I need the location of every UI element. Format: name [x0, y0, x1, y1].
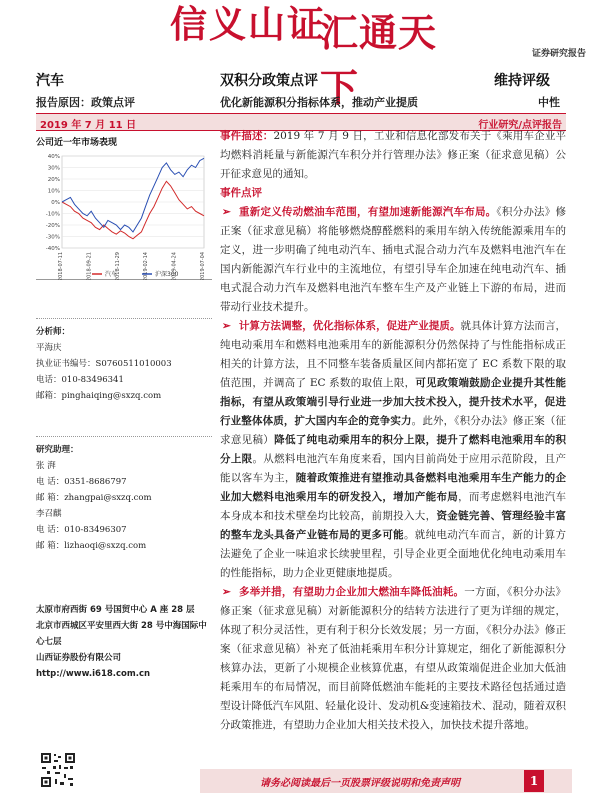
y-tick-label: -10% [45, 211, 60, 218]
series-line [62, 158, 204, 232]
point-2-text: 就具体计算方法而言，纯电动乘用车和燃料电池乘用车的新能源积分仍然保持了与性能指标成正相关的计算方法，且不同整车装备质量区间内都拓宽了 EC 系数下限的取值范围，并调高了 EC 系数的取值上限， [220, 320, 567, 389]
sidebar [36, 132, 212, 280]
point-2-bold: 资金链完善、管理经验丰富的整车龙头具备产业链布局的更多可能 [220, 510, 567, 541]
industry: 汽车 [36, 73, 64, 89]
point-2-text: 。就纯电动汽车而言，新的计算方法避免了企业一味追求长续驶里程，引导企业更全面地优化纯电动乘用车的性能指标，助力企业更健康地提质。 [220, 529, 566, 579]
point-2-bold: 降低了纯电动乘用车的积分上限，提升了燃料电池乘用车的积分上限 [220, 434, 567, 465]
point-3-head: 多举并措，有望助力企业加大燃油车降低油耗。 [238, 586, 465, 598]
analyst-cert: 执业证书编号：S0760511010003 [36, 359, 172, 369]
report-date: 2019 年 7 月 11 日 [40, 120, 137, 131]
y-tick-label: 30% [47, 165, 60, 172]
contact1-name: 张 湃 [36, 461, 56, 471]
main-content [220, 127, 566, 735]
point-1-text: 《积分办法》修正案（征求意见稿）将能够燃烧醇醛燃料的乘用车纳入传统能源乘用车的定义，进一步明确了纯电动汽车、插电式混合动力汽车及燃料电池汽车在国内新能源汽车行业中的主流地位，有望引导车企加速在纯电动汽车、插电式混合动力汽车及燃料电池汽车整车生产及产业链上下游的布局，进而带动行业技术提升。 [220, 206, 566, 313]
x-tick-label: 2019-04-24 [171, 252, 178, 280]
rating: 维持评级 [494, 73, 550, 89]
y-tick-label: 20% [47, 177, 60, 183]
disclaimer-notice: 请务必阅读最后一页股票评级说明和免责声明 [260, 778, 460, 789]
analyst-phone: 电话：010-83496341 [36, 375, 124, 385]
chart-title: 公司近一年市场表现 [36, 138, 118, 148]
legend-label: 沪深300 [155, 271, 179, 278]
contact2-phone: 电 话：010-83496307 [36, 525, 127, 535]
point-2-bold: 随着政策推进有望推动具备燃料电池乘用车生产能力的企业加大燃料电池乘用车的研发投入，增加产能布局 [220, 472, 567, 503]
analyst-name: 平海庆 [36, 343, 62, 353]
contact2-name: 李召麒 [36, 509, 62, 519]
report-reason: 报告原因：政策点评 [36, 96, 135, 109]
market-chart [36, 150, 212, 280]
address-section [36, 602, 212, 682]
brand-part1: 信义山证 [170, 2, 326, 46]
event-label: 事件描述： [220, 130, 274, 142]
x-tick-label: 2018-11-29 [114, 252, 121, 280]
qr-code-icon [40, 752, 76, 788]
point-2-text: 。此外，《积分办法》修正案（征求意见稿） [220, 415, 566, 446]
event-paragraph [220, 127, 566, 184]
rating-value: 中性 [538, 96, 560, 109]
event-text: 2019 年 7 月 9 日，工业和信息化部发布关于《乘用车企业平均燃料消耗量与新能源汽车积分并行管理办法》修正案（征求意见稿）公开征求意见的通知。 [220, 130, 567, 180]
analyst-section [36, 324, 212, 404]
report-kind: 双积分政策点评 [220, 73, 318, 89]
point-2-head: 计算方法调整，优化指标体系，促进产业提质。 [238, 320, 461, 332]
divider [36, 318, 212, 319]
arrow-icon: ➢ [222, 586, 231, 598]
point-3-text: 一方面，《积分办法》修正案（征求意见稿）对新能源积分的结转方法进行了更为详细的规定，体现了积分灵活性，更有利于积分长效发展；另一方面，《积分办法》修正案（征求意见稿）补充了低油耗乘用车积分计算规定，细化了新能源积分核算办法，更新了小规模企业核算优惠，有望从政策端促进企业加大低油耗乘用车的布局情况，而目前降低燃油车能耗的主要技术路径包括通过造型设计降低汽车风阻、轻量化设计、发动机&变速箱技术、混动，随着双积分政策推进，有望助力企业加大相关技术投入，加快技术提升落地。 [220, 586, 567, 731]
header-row-2 [0, 92, 600, 112]
header-row-1 [0, 68, 600, 90]
point-3 [220, 583, 566, 735]
chart-svg [36, 150, 212, 280]
analyst-email[interactable]: 邮箱：pinghaiqing@sxzq.com [36, 391, 162, 401]
website-link[interactable]: http://www.i618.com.cn [36, 669, 151, 679]
address-taiyuan: 太原市府西街 69 号国贸中心 A 座 28 层 [36, 605, 195, 615]
y-tick-label: 40% [47, 154, 60, 160]
y-tick-label: 10% [47, 188, 60, 195]
report-type: 证券研究报告 [531, 49, 586, 59]
arrow-icon: ➢ [222, 206, 231, 218]
y-tick-label: 0% [51, 200, 60, 206]
series-line [62, 181, 204, 239]
brand-part2: 汇通天下 [320, 10, 438, 110]
report-subtitle: 优化新能源积分指标体系，推动产业提质 [220, 96, 418, 109]
analyst-title: 分析师： [36, 327, 71, 337]
legend-label: 汽车 [105, 271, 118, 278]
point-1-head: 重新定义传动燃油车范围，有望加速新能源汽车布局。 [238, 206, 497, 218]
x-tick-label: 2018-07-11 [58, 252, 64, 280]
company-name: 山西证券股份有限公司 [36, 653, 122, 663]
x-tick-label: 2019-02-14 [143, 252, 150, 280]
point-2-text: ，而考虑燃料电池汽车本身成本和技术壁垒均比较高，前期投入大， [220, 491, 567, 522]
x-tick-label: 2019-07-04 [200, 252, 206, 280]
contact1-email[interactable]: 邮 箱：zhangpai@sxzq.com [36, 493, 152, 503]
page-number: 1 [524, 770, 544, 792]
report-category: 行业研究/点评报告 [478, 120, 562, 131]
comment-label: 事件点评 [220, 187, 262, 199]
contact1-phone: 电 话：0351-8686797 [36, 477, 127, 487]
address-beijing: 北京市西城区平安里西大街 28 号中海国际中心七层 [36, 621, 207, 647]
contact2-email[interactable]: 邮 箱：lizhaoqi@sxzq.com [36, 541, 147, 551]
y-tick-label: -20% [45, 223, 60, 229]
point-2-text: 。从燃料电池汽车角度来看，国内目前尚处于应用示范阶段，且产能以客车为主， [220, 453, 566, 484]
contact-section [36, 442, 212, 554]
y-tick-label: -40% [45, 246, 60, 252]
contact-title: 研究助理： [36, 445, 79, 455]
footer [200, 769, 572, 793]
x-tick-label: 2018-09-21 [86, 252, 93, 280]
point-2-bold: 可见政策端鼓励企业提升其性能指标，有望从政策端引导行业进一步加大技术投入，提升技术水平，促进行业整体体质，扩大国内车企的竞争实力 [220, 377, 567, 427]
point-2 [220, 317, 566, 583]
point-1 [220, 203, 566, 317]
y-tick-label: -30% [45, 234, 60, 241]
arrow-icon: ➢ [222, 320, 231, 332]
divider [36, 436, 212, 437]
